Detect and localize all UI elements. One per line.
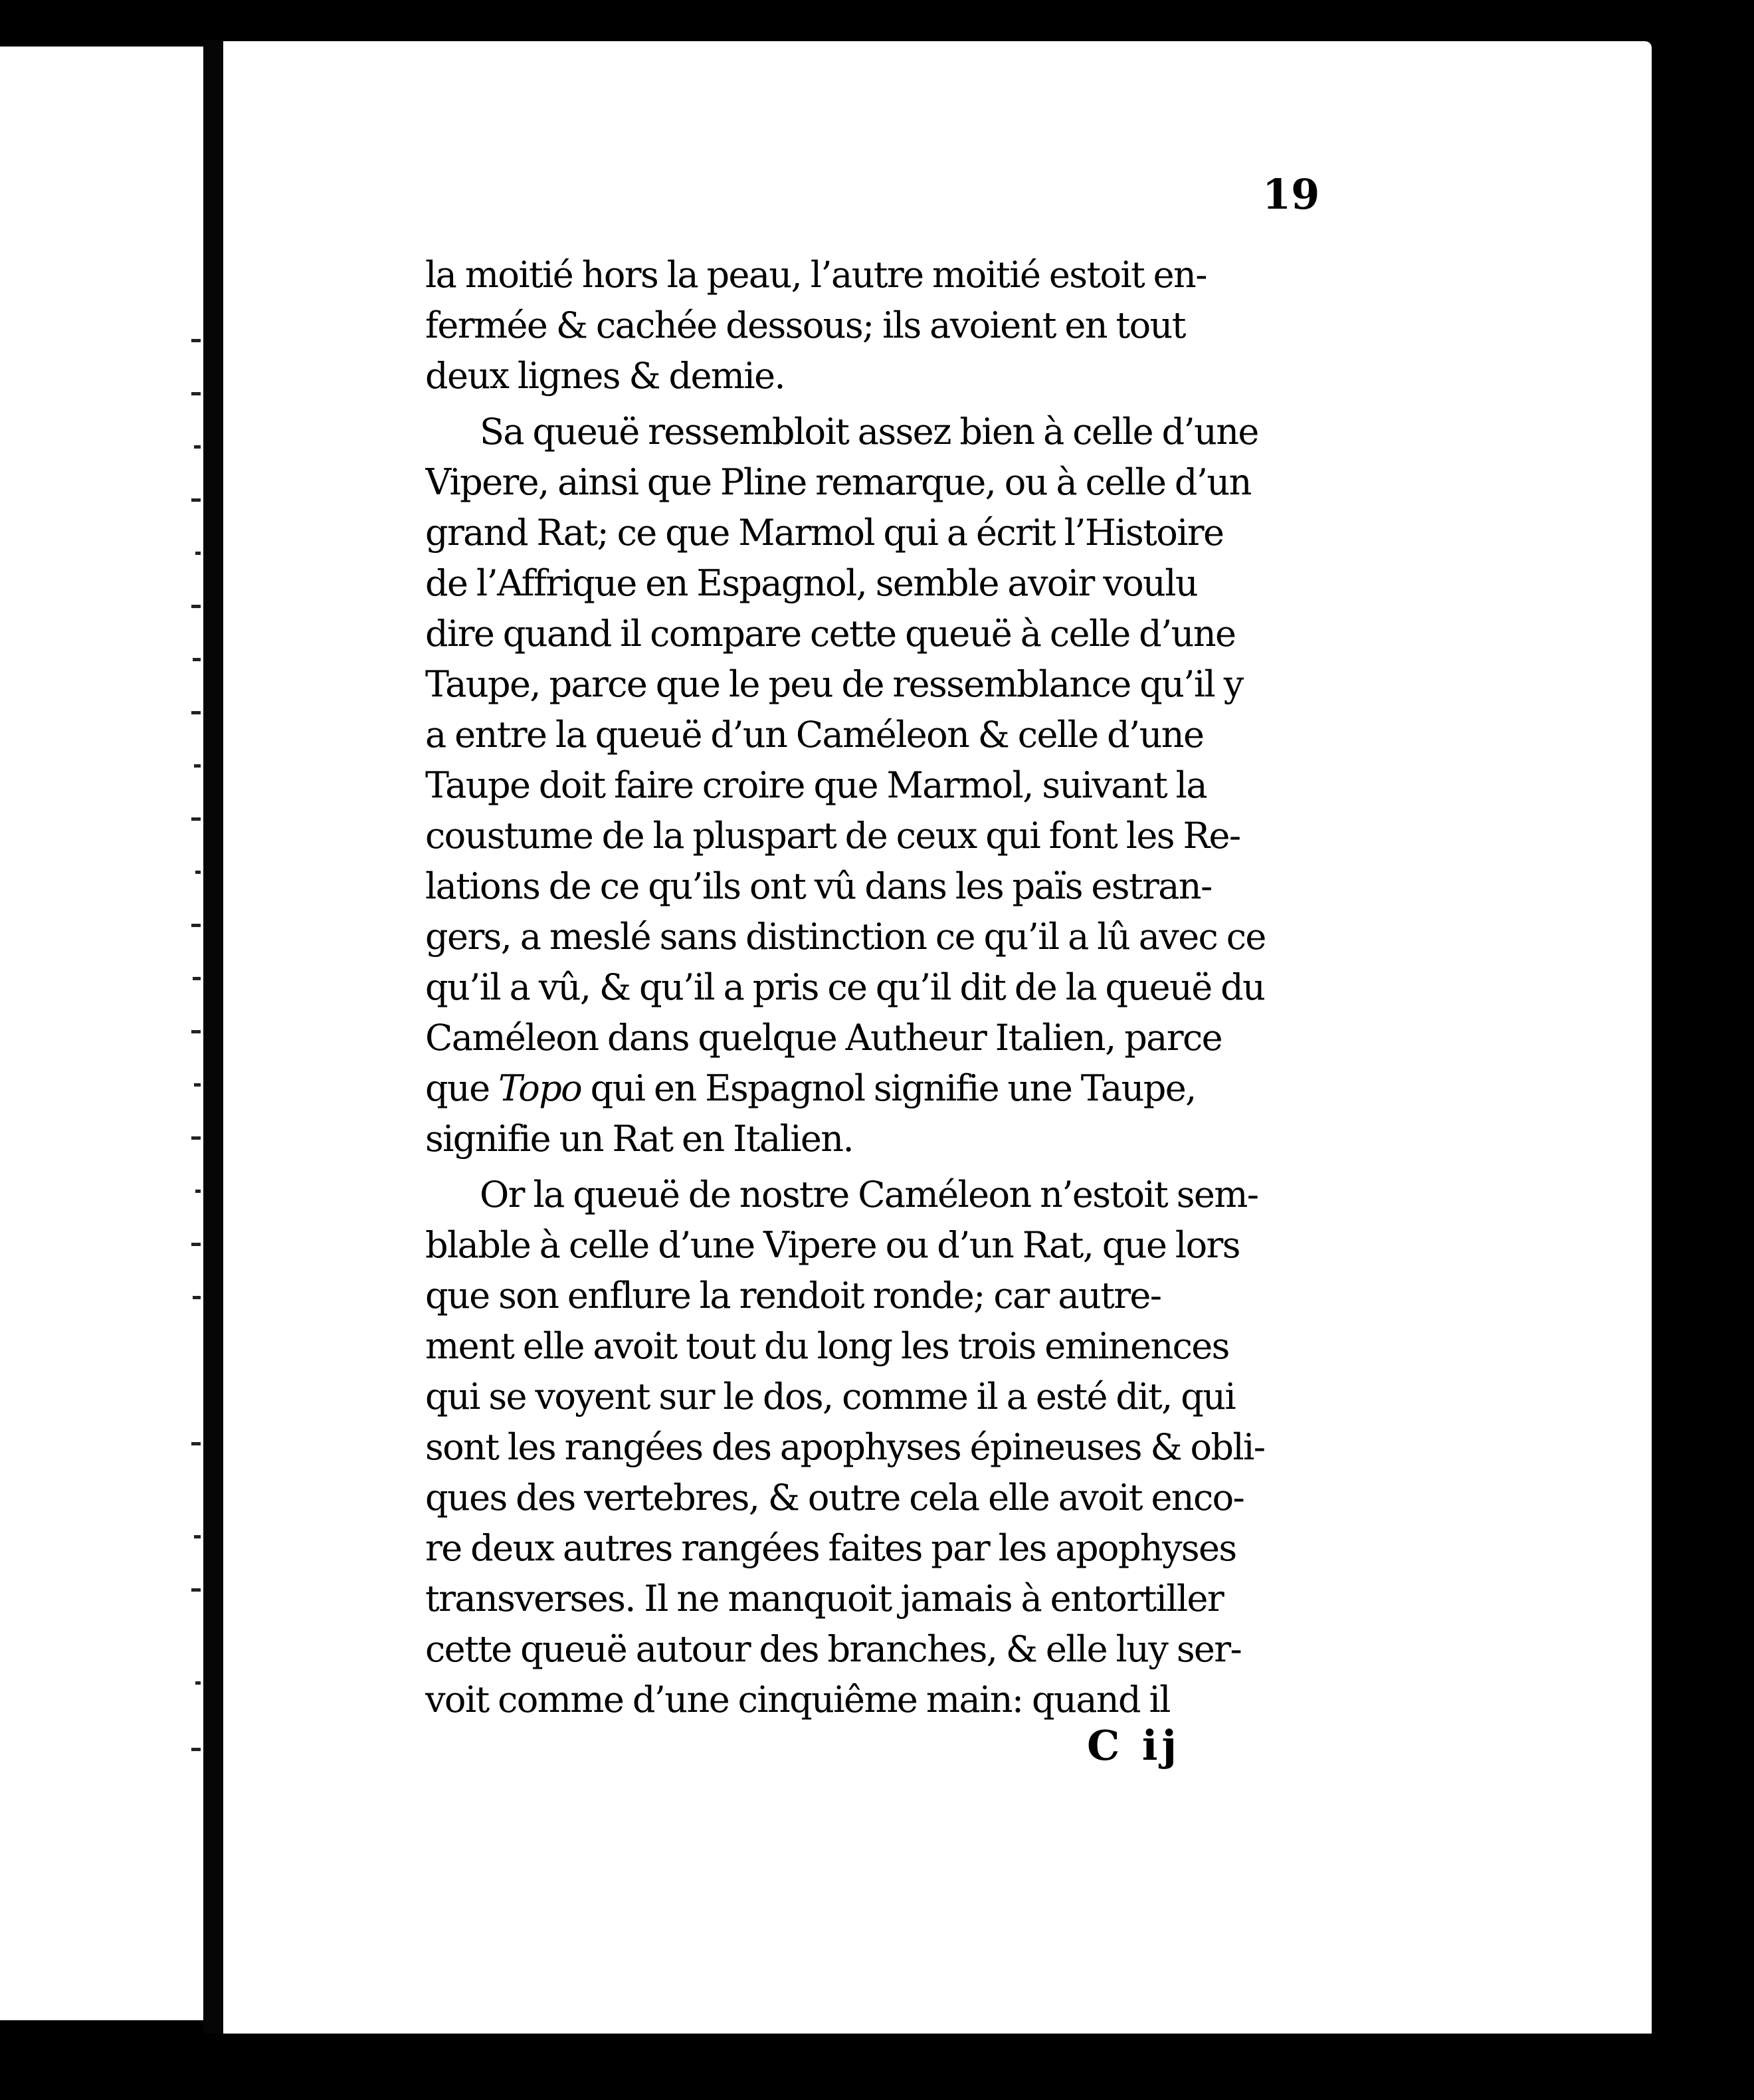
scan-border-bottom <box>223 2034 1754 2100</box>
text-line: qui se voyent sur le dos, comme il a esté dit, qui <box>425 1376 1236 1418</box>
text-line: Taupe doit faire croire que Marmol, suivant la <box>425 764 1207 806</box>
text-line: re deux autres rangées faites par les apophyses <box>425 1527 1236 1569</box>
text-line: blable à celle d’une Vipere ou d’un Rat, que lors <box>425 1224 1240 1266</box>
text-run: que <box>425 1067 499 1109</box>
text-line: qu’il a vû, & qu’il a pris ce qu’il dit de la queuë du <box>425 966 1265 1008</box>
page-body-text <box>425 250 1313 1725</box>
text-line: ques des vertebres, & outre cela elle avoit enco- <box>425 1477 1244 1519</box>
text-line: Taupe, parce que le peu de ressemblance qu’il y <box>425 663 1243 705</box>
page-number: 19 <box>1262 170 1320 219</box>
text-line: que son enflure la rendoit ronde; car autre- <box>425 1275 1161 1316</box>
text-line: grand Rat; ce que Marmol qui a écrit l’Histoire <box>425 512 1224 554</box>
text-line: gers, a meslé sans distinction ce qu’il a lû avec ce <box>425 916 1266 958</box>
text-line: sont les rangées des apophyses épineuses & obli- <box>425 1426 1265 1468</box>
facing-page-text-edge <box>174 47 201 2020</box>
text-line: fermée & cachée dessous; ils avoient en tout <box>425 304 1185 346</box>
text-line: signifie un Rat en Italien. <box>425 1118 854 1160</box>
text-run: qui en Espagnol signifie une Taupe, <box>581 1067 1196 1109</box>
text-line: cette queuë autour des branches, & elle luy ser- <box>425 1628 1242 1670</box>
italic-word-topo: Topo <box>498 1067 582 1109</box>
paragraph-first-line: Sa queuë ressembloit assez bien à celle d’une <box>480 411 1258 453</box>
text-line: de l’Affrique en Espagnol, semble avoir voulu <box>425 562 1198 604</box>
text-line: a entre la queuë d’un Caméleon & celle d’une <box>425 714 1204 756</box>
book-gutter <box>203 40 223 2034</box>
signature-mark: C ij <box>1087 1721 1181 1770</box>
scan-border-right <box>1652 66 1754 2034</box>
text-line: dire quand il compare cette queuë à celle d’une <box>425 613 1236 655</box>
text-line: Caméleon dans quelque Autheur Italien, parce <box>425 1017 1222 1059</box>
text-line: ment elle avoit tout du long les trois eminences <box>425 1325 1229 1367</box>
text-line: lations de ce qu’ils ont vû dans les païs estran- <box>425 865 1212 907</box>
text-line: coustume de la pluspart de ceux qui font les Re- <box>425 815 1240 857</box>
text-line: voit comme d’une cinquiême main: quand il <box>425 1679 1170 1721</box>
text-line: transverses. Il ne manquoit jamais à entortiller <box>425 1578 1224 1620</box>
paragraph-first-line: Or la queuë de nostre Caméleon n’estoit sem- <box>480 1174 1258 1215</box>
text-line-with-italic <box>425 1063 1313 1114</box>
text-line: Vipere, ainsi que Pline remarque, ou à celle d’un <box>425 461 1251 503</box>
text-line: la moitié hors la peau, l’autre moitié estoit en- <box>425 254 1207 296</box>
facing-page-fragment <box>0 47 203 2020</box>
text-line: deux lignes & demie. <box>425 355 785 397</box>
